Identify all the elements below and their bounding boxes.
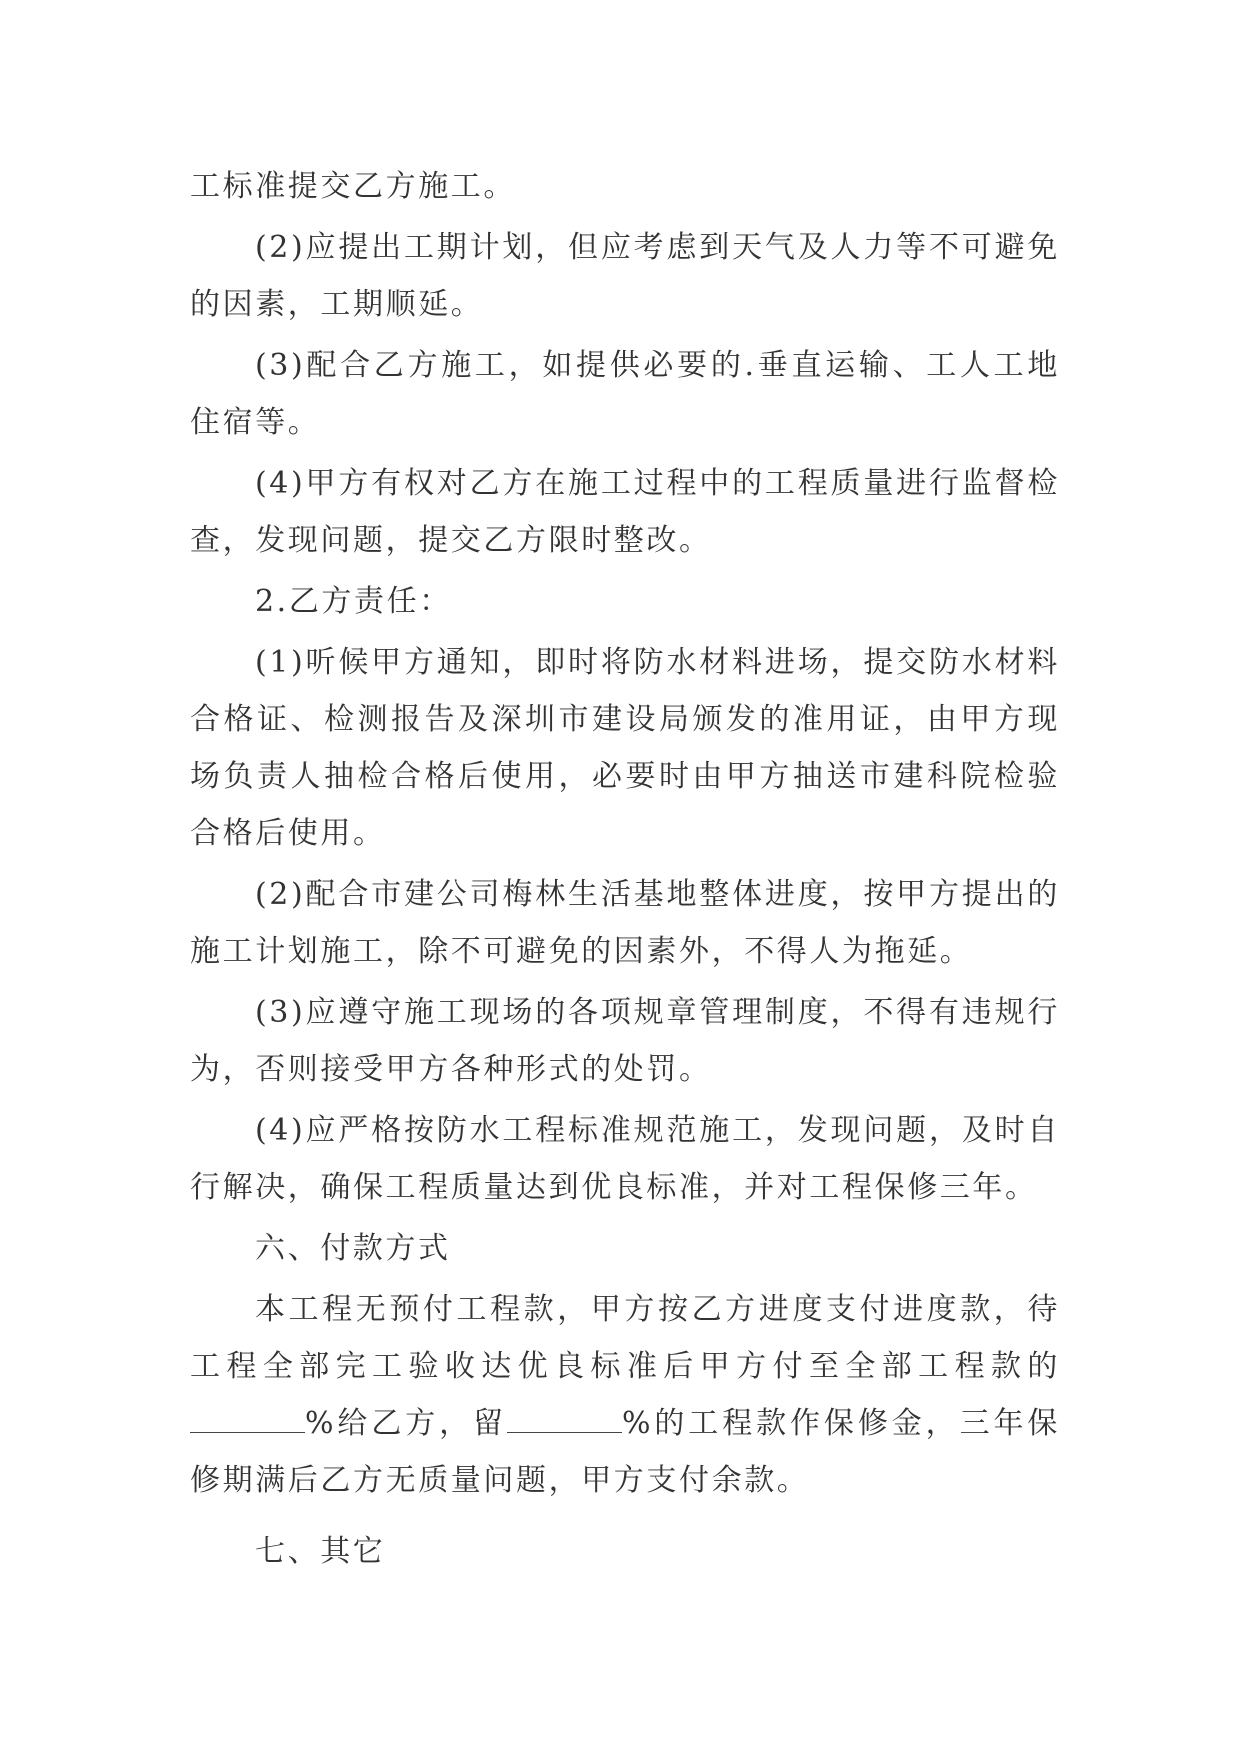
blank-percentage-to-party-b <box>190 1412 305 1433</box>
heading-party-b-responsibility: 2.乙方责任： <box>255 584 452 619</box>
blank-percentage-retention <box>507 1412 622 1433</box>
paragraph-payment-terms <box>190 1281 1060 1509</box>
payment-text-part-3: %的工程款作保修金，三年保修期满后乙方无质量问题，甲方支付余款。 <box>190 1406 1060 1498</box>
heading-payment-method: 六、付款方式 <box>255 1231 451 1266</box>
payment-text-part-2: %给乙方，留 <box>305 1406 507 1441</box>
paragraph-party-b-item-2: (2)配合市建公司梅林生活基地整体进度，按甲方提出的施工计划施工，除不可避免的因素外，不得人为拖延。 <box>190 877 1060 969</box>
paragraph-party-b-item-3: (3)应遵守施工现场的各项规章管理制度，不得有违规行为，否则接受甲方各种形式的处罚。 <box>190 995 1060 1087</box>
paragraph-party-a-item-2: (2)应提出工期计划，但应考虑到天气及人力等不可避免的因素，工期顺延。 <box>190 230 1060 322</box>
document-body <box>190 158 1060 1580</box>
paragraph-party-b-item-4: (4)应严格按防水工程标准规范施工，发现问题，及时自行解决，确保工程质量达到优良标准，并对工程保修三年。 <box>190 1113 1060 1205</box>
paragraph-continuation: 工标准提交乙方施工。 <box>190 169 516 204</box>
heading-other: 七、其它 <box>255 1534 386 1569</box>
payment-text-part-1: 本工程无预付工程款，甲方按乙方进度支付进度款，待工程全部完工验收达优良标准后甲方付至全部工程款的 <box>190 1292 1060 1384</box>
paragraph-party-a-item-4: (4)甲方有权对乙方在施工过程中的工程质量进行监督检查，发现问题，提交乙方限时整改。 <box>190 466 1060 558</box>
paragraph-party-b-item-1: (1)听候甲方通知，即时将防水材料进场，提交防水材料合格证、检测报告及深圳市建设局颁发的准用证，由甲方现场负责人抽检合格后使用，必要时由甲方抽送市建科院检验合格后使用。 <box>190 645 1060 851</box>
paragraph-party-a-item-3: (3)配合乙方施工，如提供必要的.垂直运输、工人工地住宿等。 <box>190 348 1060 440</box>
